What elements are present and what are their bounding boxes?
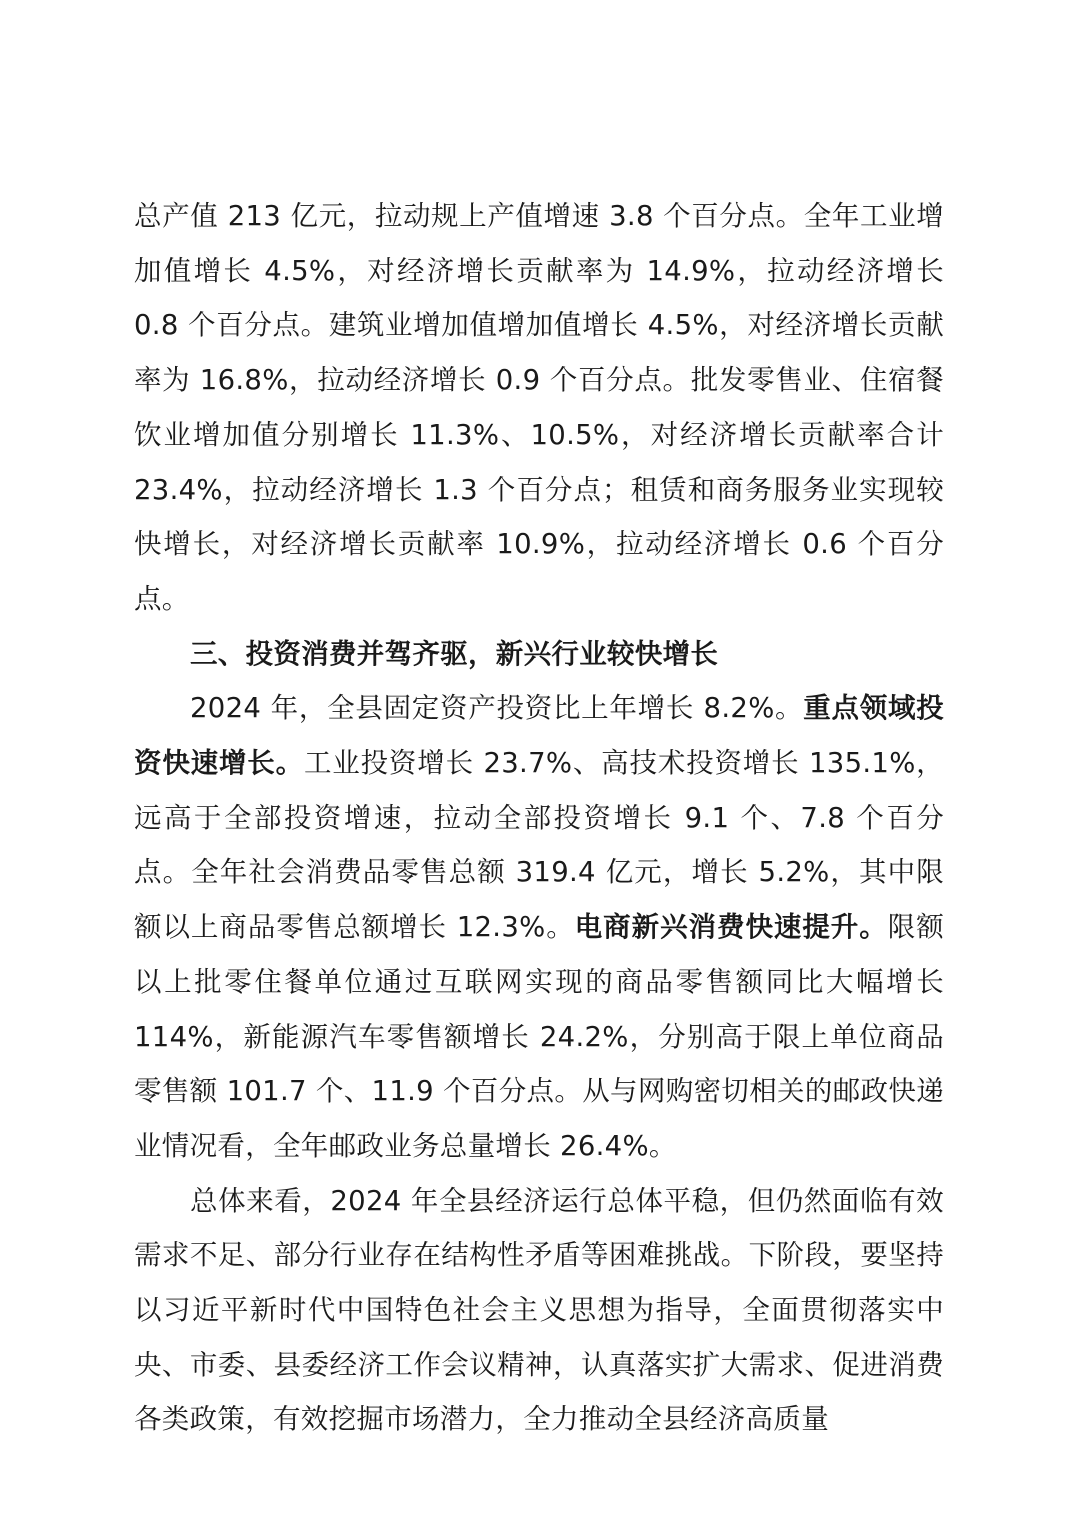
- section-heading-investment-consumption: 三、投资消费并驾齐驱，新兴行业较快增长: [190, 637, 719, 670]
- highlight-ecommerce: 电商新兴消费快速提升。: [574, 911, 888, 944]
- paragraph-industry-growth: 总产值 213 亿元，拉动规上产值增速 3.8 个百分点。全年工业增加值增长 4.5%，对经济增长贡献率为 14.9%，拉动经济增长 0.8 个百分点。建筑业增加值增加值增长 4.5%，对经济增长贡献率为 16.8%，拉动经济增长 0.9 个百分点。批发零售业、住宿餐饮业增加值分别增长 11.3%、10.5%，对经济增长贡献率合计 23.4%，拉动经济增长 1.3 个百分点；租赁和商务服务业实现较快增长，对经济增长贡献率 10.9%，拉动经济增长 0.6 个百分点。: [134, 200, 944, 615]
- paragraph-summary: 总体来看，2024 年全县经济运行总体平稳，但仍然面临有效需求不足、部分行业存在结构性矛盾等困难挑战。下阶段，要坚持以习近平新时代中国特色社会主义思想为指导，全面贯彻落实中央、市委、县委经济工作会议精神，认真落实扩大需求、促进消费各类政策，有效挖掘市场潜力，全力推动全县经济高质量: [134, 1184, 944, 1436]
- text-fixed-asset-investment: 2024 年，全县固定资产投资比上年增长 8.2%。: [190, 692, 804, 725]
- paragraph-investment-consumption: [134, 681, 944, 1173]
- document-body: [134, 189, 944, 1447]
- text-ecommerce-details: 限额以上批零住餐单位通过互联网实现的商品零售额同比大幅增长 114%，新能源汽车零售额增长 24.2%，分别高于限上单位商品零售额 101.7 个、11.9 个百分点。从与网购密切相关的邮政快递业情况看，全年邮政业务总量增长 26.4%。: [134, 911, 944, 1162]
- text-investment-details: 工业投资增长 23.7%、高技术投资增长 135.1%，远高于全部投资增速，拉动全部投资增长 9.1 个、7.8 个百分点。全年社会消费品零售总额 319.4 亿元，增长 5.2%，其中限额以上商品零售总额增长 12.3%。: [134, 747, 944, 944]
- highlight-key-investment: 重点领域投资快速增长。: [134, 692, 944, 780]
